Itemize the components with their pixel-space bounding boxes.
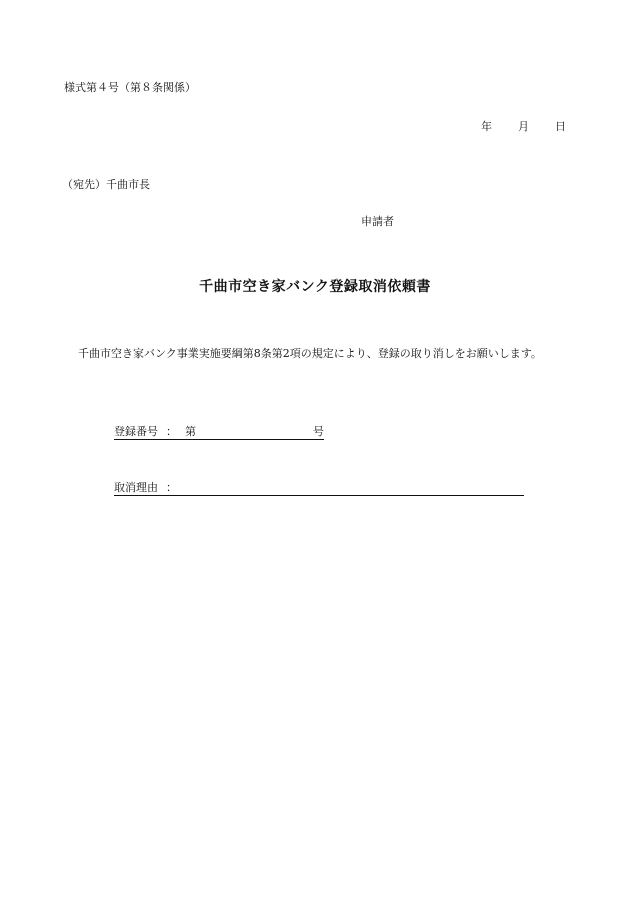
registration-number-suffix: 号 [313, 425, 324, 438]
document-title: 千曲市空き家バンク登録取消依頼書 [199, 279, 431, 295]
date-month-label: 月 [518, 120, 529, 133]
applicant-label: 申請者 [361, 215, 394, 228]
date-line [481, 121, 566, 132]
registration-number-prefix: 第 [185, 425, 196, 438]
registration-number-label: 登録番号 [114, 425, 158, 438]
cancel-reason-field[interactable] [114, 482, 524, 496]
date-day-label: 日 [555, 120, 566, 133]
registration-number-field[interactable] [114, 426, 324, 440]
addressee: （宛先）千曲市長 [62, 178, 150, 191]
date-year-label: 年 [481, 120, 492, 133]
registration-number-colon: ： [166, 425, 177, 438]
body-text: 千曲市空き家バンク事業実施要綱第8条第2項の規定により、登録の取り消しをお願いします。 [78, 347, 542, 360]
cancel-reason-label: 取消理由 [114, 481, 158, 494]
cancel-reason-colon: ： [166, 481, 177, 494]
form-number: 様式第４号（第８条関係） [64, 81, 196, 94]
